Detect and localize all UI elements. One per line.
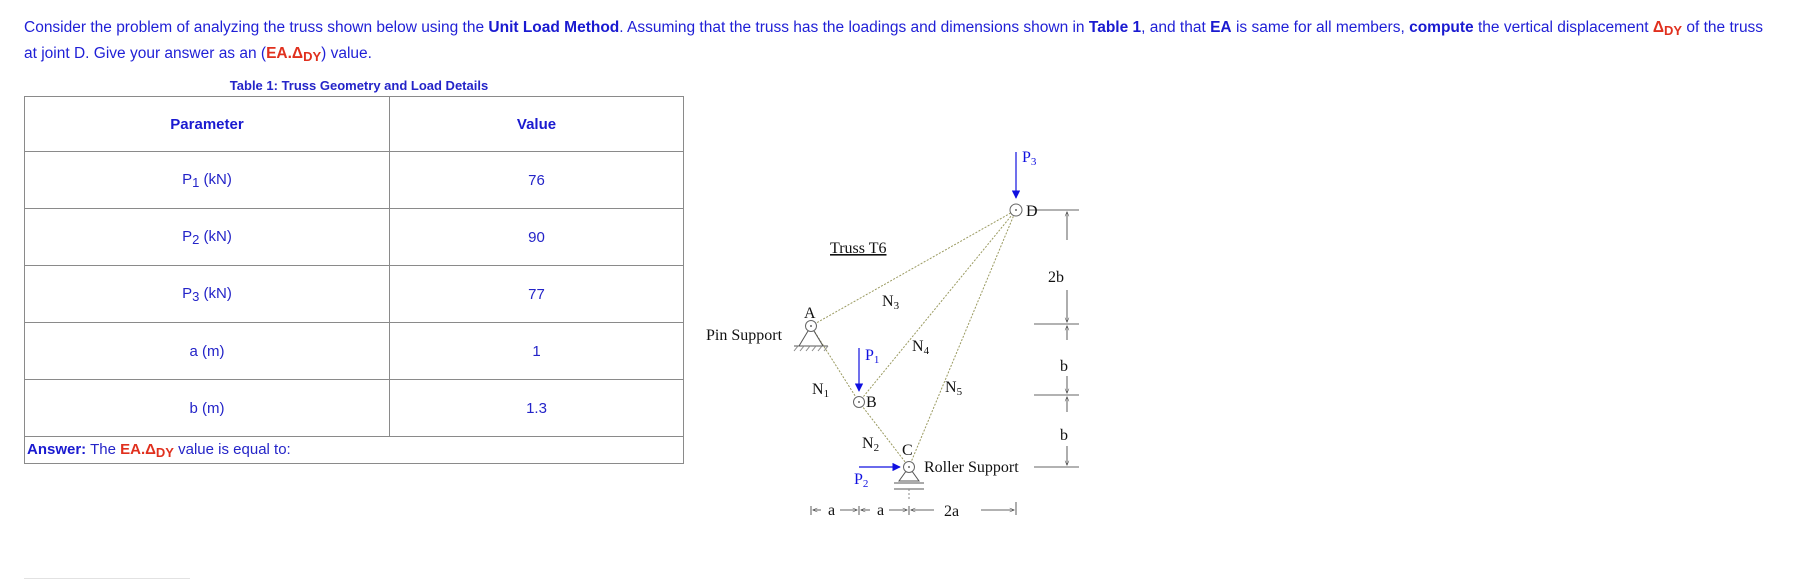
header-value: Value <box>390 97 684 152</box>
value-cell: 1 <box>390 323 684 380</box>
table-header-row <box>25 97 684 152</box>
answer-row <box>25 437 684 464</box>
question-part: ) value. <box>321 45 372 62</box>
truss-title: Truss T6 <box>830 240 887 257</box>
joint-label-d: D <box>1026 203 1038 220</box>
joint-label-b: B <box>866 394 877 411</box>
load-label-p3: P3 <box>1022 149 1037 168</box>
value-cell: 77 <box>390 266 684 323</box>
dim-label-2a: 2a <box>944 503 960 520</box>
table-row <box>25 266 684 323</box>
load-label-p1: P1 <box>865 347 880 366</box>
compute-term: compute <box>1409 19 1474 36</box>
param-cell: b (m) <box>25 380 390 437</box>
member-label-n2: N2 <box>862 435 880 454</box>
table-caption: Table 1: Truss Geometry and Load Details <box>229 78 489 93</box>
question-part: Consider the problem of analyzing the truss shown below using the <box>24 19 489 36</box>
ea-term: EA <box>1210 19 1232 36</box>
member-n5 <box>909 210 1016 467</box>
table-row <box>25 152 684 209</box>
table-row <box>25 209 684 266</box>
question-text <box>24 16 1764 68</box>
table-row <box>25 323 684 380</box>
dim-label-b1: b <box>1060 358 1068 375</box>
question-part: the vertical displacement <box>1473 19 1653 36</box>
question-part: , and that <box>1141 19 1211 36</box>
value-cell: 76 <box>390 152 684 209</box>
value-cell: 1.3 <box>390 380 684 437</box>
member-label-n3: N3 <box>882 293 900 312</box>
param-cell: $P_1$ (kN) <box>25 152 390 209</box>
member-label-n5: N5 <box>945 379 963 398</box>
question-part: is same for all members, <box>1231 19 1410 36</box>
answer-cell: Answer: The $EA.\Delta_{DY}$ value is equal to: <box>25 437 684 464</box>
dim-label-b2: b <box>1060 427 1068 444</box>
dim-label-2b: 2b <box>1048 269 1064 286</box>
question-part: . Assuming that the truss has the loadings and dimensions shown in <box>619 19 1089 36</box>
table-row <box>25 380 684 437</box>
delta-symbol: $\Delta_{DY}$ <box>1652 19 1683 38</box>
member-n3 <box>811 210 1016 326</box>
dim-label-a1: a <box>828 502 836 519</box>
question-part: of the truss at joint D. Give your answer as an ( <box>24 19 1764 62</box>
param-cell: $P_2$ (kN) <box>25 209 390 266</box>
table-reference: Table 1 <box>1088 19 1142 36</box>
divider <box>24 578 190 579</box>
method-name: Unit Load Method <box>488 19 620 36</box>
answer-label: Answer: <box>27 440 87 458</box>
answer-expression: $EA.\Delta_{DY}$ <box>120 440 174 460</box>
member-label-n4: N4 <box>912 338 930 357</box>
load-label-p2: P2 <box>854 471 869 490</box>
joint-label-a: A <box>804 305 816 322</box>
value-cell: 90 <box>390 209 684 266</box>
truss-diagram <box>694 140 1068 520</box>
truss-data-table <box>24 96 684 464</box>
member-label-n1: N1 <box>812 381 830 400</box>
joint-label-c: C <box>902 442 913 459</box>
param-cell: $P_3$ (kN) <box>25 266 390 323</box>
pin-support-label: Pin Support <box>706 327 783 344</box>
dim-label-a2: a <box>877 502 885 519</box>
param-cell: a (m) <box>25 323 390 380</box>
roller-support-label: Roller Support <box>924 459 1019 476</box>
header-parameter: Parameter <box>25 97 390 152</box>
answer-expression: $EA.\Delta_{DY}$ <box>266 45 322 64</box>
